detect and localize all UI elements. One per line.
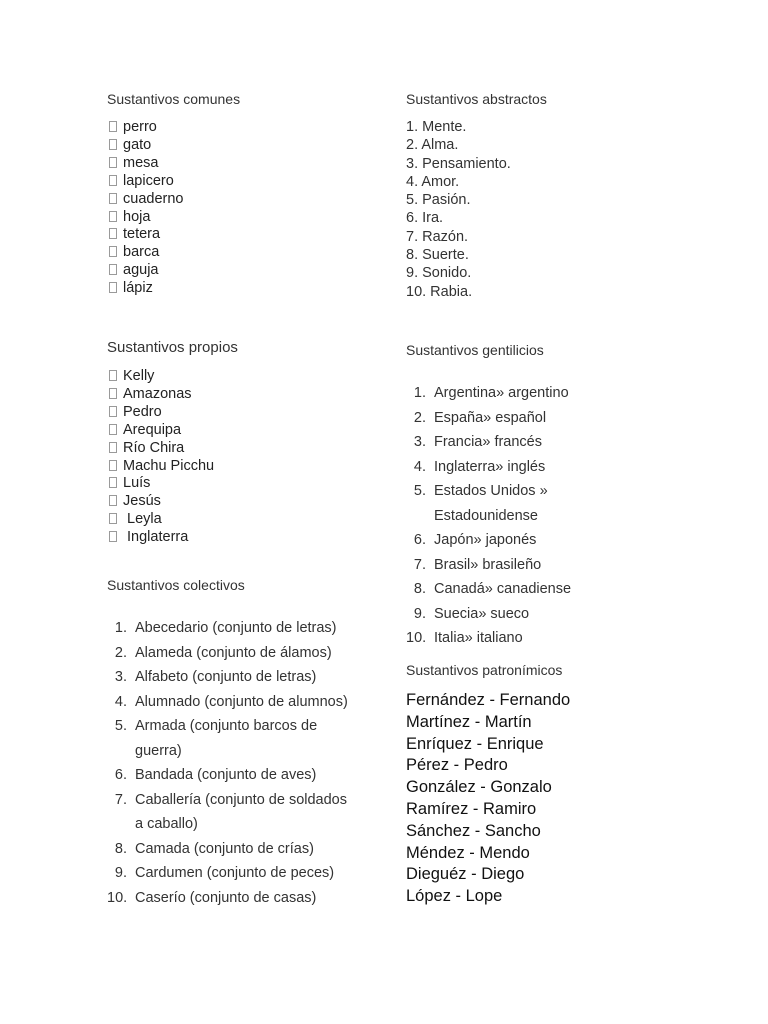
list-item: aguja bbox=[109, 262, 183, 280]
heading-propios: Sustantivos propios bbox=[107, 339, 238, 356]
list-item: Arequipa bbox=[109, 422, 214, 440]
list-item: tetera bbox=[109, 226, 183, 244]
list-item: hoja bbox=[109, 209, 183, 227]
list-item: Pedro bbox=[109, 404, 214, 422]
checkbox-glyph-icon bbox=[109, 264, 117, 275]
checkbox-glyph-icon bbox=[109, 460, 117, 471]
checkbox-glyph-icon bbox=[109, 495, 117, 506]
list-item: 8. Suerte. bbox=[406, 247, 469, 264]
list-item: Dieguéz - Diego bbox=[406, 865, 525, 884]
list-item: 3. Pensamiento. bbox=[406, 155, 511, 172]
checkbox-glyph-icon bbox=[109, 175, 117, 186]
list-item: Estadounidense bbox=[434, 507, 538, 524]
list-item: 10. Rabia. bbox=[406, 283, 473, 300]
checkbox-glyph-icon bbox=[109, 531, 117, 542]
checkbox-glyph-icon bbox=[109, 228, 117, 239]
checkbox-glyph-icon bbox=[109, 282, 117, 293]
checkbox-glyph-icon bbox=[109, 157, 117, 168]
list-item: 7. Razón. bbox=[406, 228, 469, 245]
list-item: Fernández - Fernando bbox=[406, 691, 571, 709]
list-item: a caballo) bbox=[135, 816, 198, 832]
list-item: 6. Ira. bbox=[406, 210, 444, 227]
list-item: perro bbox=[109, 119, 183, 137]
list-item: 5. Pasión. bbox=[406, 192, 471, 209]
checkbox-glyph-icon bbox=[109, 246, 117, 257]
list-item: Méndez - Mendo bbox=[406, 843, 530, 862]
checkbox-glyph-icon bbox=[109, 211, 117, 222]
checkbox-glyph-icon bbox=[109, 477, 117, 488]
heading-patronimicos: Sustantivos patronímicos bbox=[406, 662, 563, 678]
list-item: 9. Sonido. bbox=[406, 265, 472, 282]
list-item: 9. Suecia» sueco bbox=[413, 605, 530, 622]
list-item: Leyla bbox=[109, 511, 214, 529]
list-item: 2. Alma. bbox=[406, 137, 459, 154]
list-item: Inglaterra bbox=[109, 529, 214, 547]
list-propios bbox=[109, 368, 214, 547]
list-item: 4. Inglaterra» inglés bbox=[413, 458, 546, 475]
list-item: Sánchez - Sancho bbox=[406, 821, 541, 840]
list-item: 2. Alameda (conjunto de álamos) bbox=[114, 644, 332, 661]
list-item: 10. Caserío (conjunto de casas) bbox=[107, 889, 317, 906]
list-item: 9. Cardumen (conjunto de peces) bbox=[114, 865, 335, 881]
list-item: 2. España» español bbox=[413, 409, 547, 426]
heading-colectivos: Sustantivos colectivos bbox=[107, 577, 245, 593]
list-patronimicos bbox=[406, 690, 570, 908]
heading-comunes: Sustantivos comunes bbox=[107, 91, 241, 107]
checkbox-glyph-icon bbox=[109, 513, 117, 524]
list-item: guerra) bbox=[135, 742, 182, 759]
list-item: gato bbox=[109, 137, 183, 155]
checkbox-glyph-icon bbox=[109, 424, 117, 435]
list-item: 5. Estados Unidos » bbox=[413, 483, 548, 499]
list-item: 1. Abecedario (conjunto de letras) bbox=[114, 620, 337, 636]
list-item: 3. Francia» francés bbox=[413, 434, 542, 450]
list-item: 6. Japón» japonés bbox=[413, 532, 537, 548]
heading-gentilicios: Sustantivos gentilicios bbox=[406, 342, 544, 358]
list-item: Río Chira bbox=[109, 440, 214, 458]
list-colectivos bbox=[107, 616, 348, 910]
list-item: Machu Picchu bbox=[109, 458, 214, 476]
list-item: 7. Brasil» brasileño bbox=[413, 556, 542, 573]
list-item: 7. Caballería (conjunto de soldados bbox=[114, 791, 347, 808]
list-item: González - Gonzalo bbox=[406, 778, 552, 797]
list-item: 3. Alfabeto (conjunto de letras) bbox=[114, 669, 317, 685]
list-item: mesa bbox=[109, 155, 183, 173]
list-item: 4. Alumnado (conjunto de alumnos) bbox=[114, 693, 348, 710]
checkbox-glyph-icon bbox=[109, 406, 117, 417]
list-comunes bbox=[109, 119, 183, 298]
checkbox-glyph-icon bbox=[109, 370, 117, 381]
list-item: Amazonas bbox=[109, 386, 214, 404]
list-item: Pérez - Pedro bbox=[406, 756, 508, 775]
checkbox-glyph-icon bbox=[109, 139, 117, 150]
heading-abstractos: Sustantivos abstractos bbox=[406, 91, 547, 107]
checkbox-glyph-icon bbox=[109, 442, 117, 453]
list-item: Martínez - Martín bbox=[406, 712, 532, 731]
list-item: 8. Canadá» canadiense bbox=[413, 581, 572, 597]
checkbox-glyph-icon bbox=[109, 193, 117, 204]
list-item: Kelly bbox=[109, 368, 214, 386]
list-item: barca bbox=[109, 244, 183, 262]
checkbox-glyph-icon bbox=[109, 121, 117, 132]
list-item: López - Lope bbox=[406, 887, 503, 906]
list-item: 4. Amor. bbox=[406, 173, 460, 190]
list-item: Enríquez - Enrique bbox=[406, 734, 544, 753]
list-item: 10. Italia» italiano bbox=[406, 630, 523, 646]
list-item: Luís bbox=[109, 475, 214, 493]
list-item: Ramírez - Ramiro bbox=[406, 799, 537, 818]
list-item: 5. Armada (conjunto barcos de bbox=[114, 718, 318, 734]
list-item: 1. Mente. bbox=[406, 119, 467, 135]
list-abstractos bbox=[406, 118, 511, 301]
list-item: 6. Bandada (conjunto de aves) bbox=[114, 767, 317, 783]
list-gentilicios bbox=[406, 381, 571, 651]
list-item: lapicero bbox=[109, 173, 183, 191]
list-item: cuaderno bbox=[109, 191, 183, 209]
list-item: 1. Argentina» argentino bbox=[413, 385, 569, 401]
list-item: lápiz bbox=[109, 280, 183, 298]
checkbox-glyph-icon bbox=[109, 388, 117, 399]
list-item: 8. Camada (conjunto de crías) bbox=[114, 840, 314, 857]
list-item: Jesús bbox=[109, 493, 214, 511]
